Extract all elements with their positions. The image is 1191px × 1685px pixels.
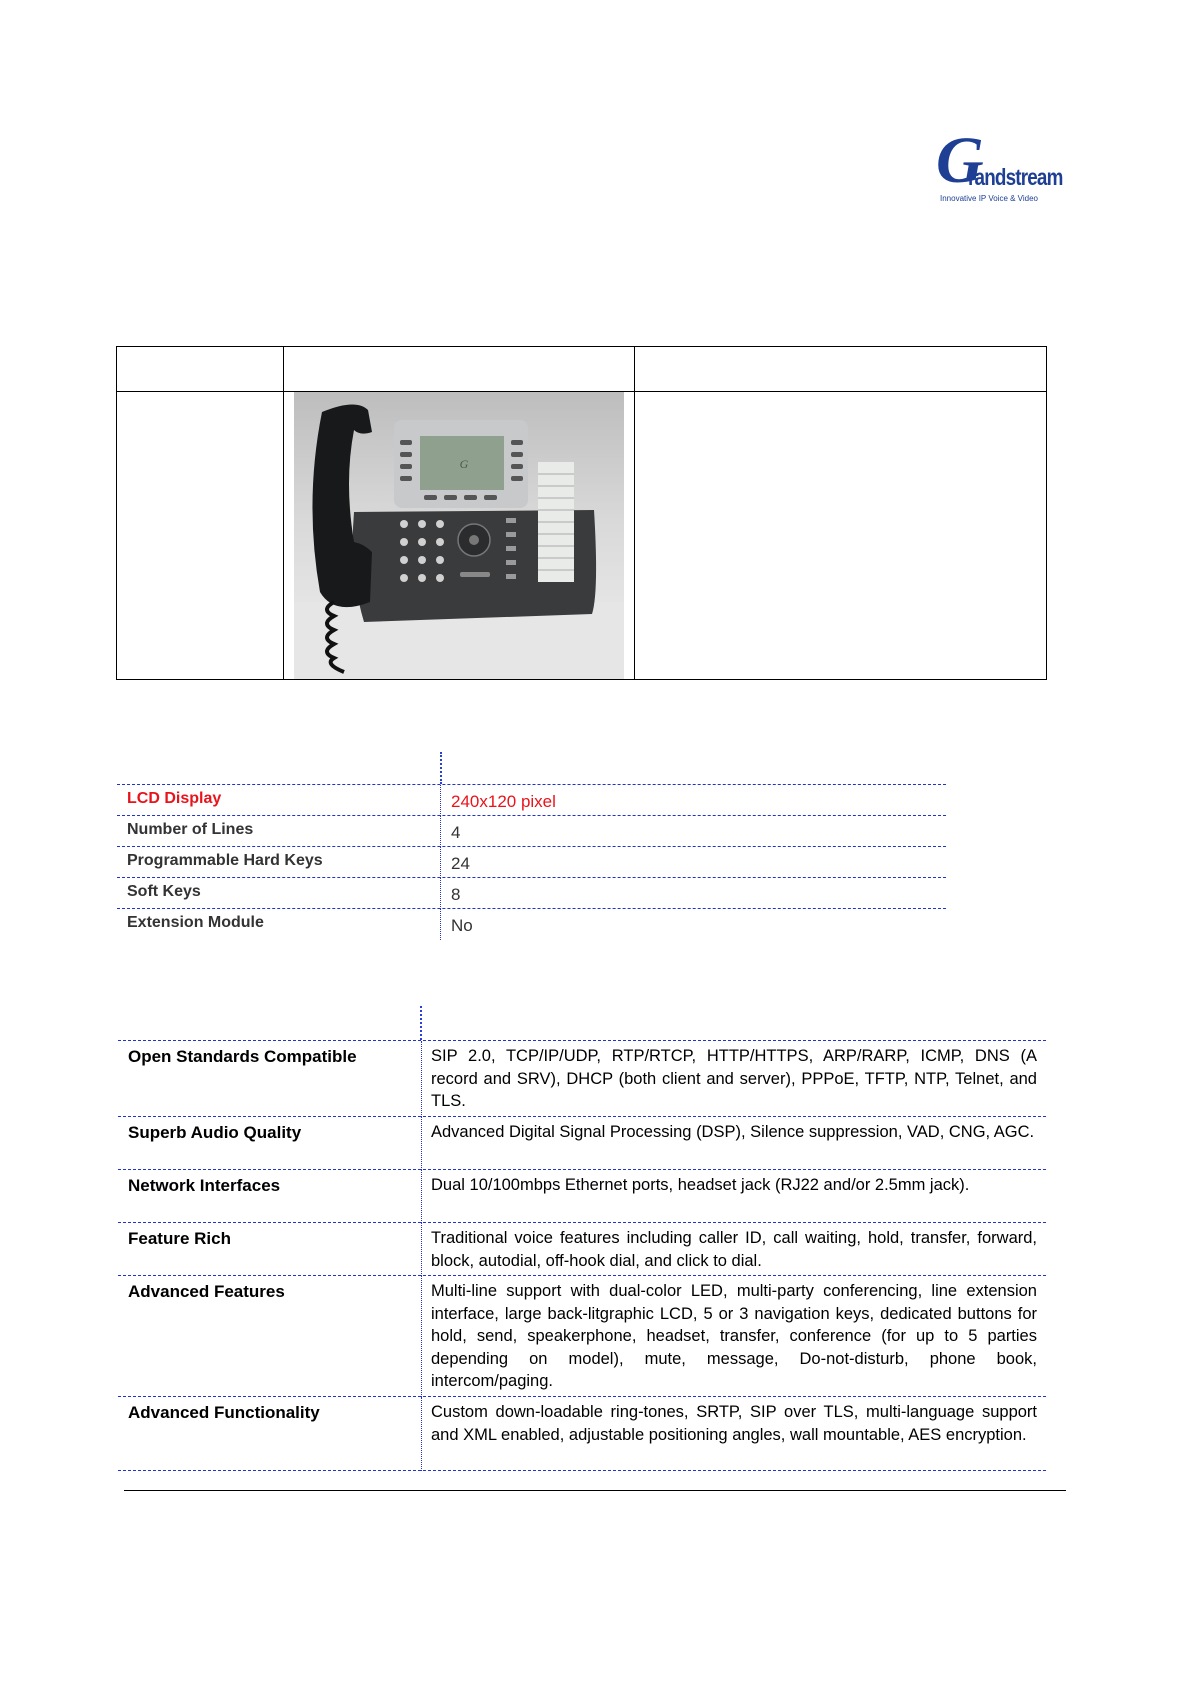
feature-row xyxy=(118,1222,1046,1276)
row-divider xyxy=(440,816,441,847)
spec-row xyxy=(117,908,946,940)
feature-row xyxy=(118,1275,1046,1397)
row-cell-1 xyxy=(117,392,284,680)
spec-label: Extension Module xyxy=(127,914,264,931)
feature-label: Network Interfaces xyxy=(128,1176,281,1195)
feature-value: Custom down-loadable ring-tones, SRTP, SIP over TLS, multi-language support and XML enabled, adjustable positioning angles, wall mountable, AES encryption. xyxy=(431,1403,1037,1444)
row-divider xyxy=(440,878,441,909)
logo-mark: G xyxy=(936,124,984,197)
spec-label: Number of Lines xyxy=(127,821,254,838)
grandstream-logo xyxy=(928,124,1063,208)
spec-label: Soft Keys xyxy=(127,883,201,900)
feature-row xyxy=(118,1040,1046,1117)
feature-label: Superb Audio Quality xyxy=(128,1123,302,1142)
photo-cell xyxy=(284,392,635,680)
spec-value: 4 xyxy=(451,823,461,842)
spec-row xyxy=(117,877,946,909)
row-cell-3 xyxy=(635,392,1047,680)
feature-label: Advanced Features xyxy=(128,1282,285,1301)
column-divider xyxy=(440,752,442,784)
spec-label: LCD Display xyxy=(127,790,222,807)
feature-label: Feature Rich xyxy=(128,1229,231,1248)
phone-photo xyxy=(294,392,624,679)
row-divider xyxy=(421,1117,422,1170)
logo-tagline: Innovative IP Voice & Video xyxy=(940,194,1038,203)
feature-value: Dual 10/100mbps Ethernet ports, headset jack (RJ22 and/or 2.5mm jack). xyxy=(431,1176,970,1194)
column-divider xyxy=(420,1006,422,1040)
logo-wordmark: randstream xyxy=(968,164,1063,190)
header-cell-1 xyxy=(117,347,284,392)
spec-value: 8 xyxy=(451,885,461,904)
feature-value: Traditional voice features including caller ID, call waiting, hold, transfer, forward, block, autodial, off-hook dial, and click to dial. xyxy=(431,1229,1037,1270)
product-table-header xyxy=(117,347,1047,392)
header-cell-2 xyxy=(284,347,635,392)
feature-row xyxy=(118,1396,1046,1471)
spec-value: No xyxy=(451,916,473,935)
feature-value: SIP 2.0, TCP/IP/UDP, RTP/RTCP, HTTP/HTTPS, ARP/RARP, ICMP, DNS (A record and SRV), DHCP (both client and server), PPPoE, TFTP, NTP, Telnet, and TLS. xyxy=(431,1047,1037,1110)
product-table xyxy=(116,346,1047,680)
feature-label: Open Standards Compatible xyxy=(128,1047,357,1066)
row-divider xyxy=(421,1170,422,1223)
spec-label: Programmable Hard Keys xyxy=(127,852,323,869)
row-divider xyxy=(421,1397,422,1471)
svg-text:G: G xyxy=(459,457,469,471)
feature-row xyxy=(118,1169,1046,1223)
feature-label: Advanced Functionality xyxy=(128,1403,320,1422)
spec-value: 240x120 pixel xyxy=(451,792,556,811)
table-bottom-rule xyxy=(118,1470,1046,1471)
product-table-row xyxy=(117,392,1047,680)
feature-value: Advanced Digital Signal Processing (DSP), Silence suppression, VAD, CNG, AGC. xyxy=(431,1123,1035,1141)
header-cell-3 xyxy=(635,347,1047,392)
row-divider xyxy=(440,847,441,878)
spec-value: 24 xyxy=(451,854,470,873)
spec-row xyxy=(117,784,946,816)
spec-row xyxy=(117,846,946,878)
row-divider xyxy=(421,1276,422,1397)
spec-row xyxy=(117,815,946,847)
row-divider xyxy=(440,909,441,940)
feature-row xyxy=(118,1116,1046,1170)
row-divider xyxy=(421,1041,422,1117)
feature-value: Multi-line support with dual-color LED, multi-party conferencing, line extension interface, large back-litgraphic LCD, 5 or 3 navigation keys, dedicated buttons for hold, send, speakerphone, headset, transfer, conference (for up to 5 parties depending on model), mute, message, Do-not-disturb, phone book, intercom/paging. xyxy=(431,1282,1037,1390)
row-divider xyxy=(421,1223,422,1276)
footer-rule xyxy=(124,1490,1066,1491)
row-divider xyxy=(440,785,441,816)
